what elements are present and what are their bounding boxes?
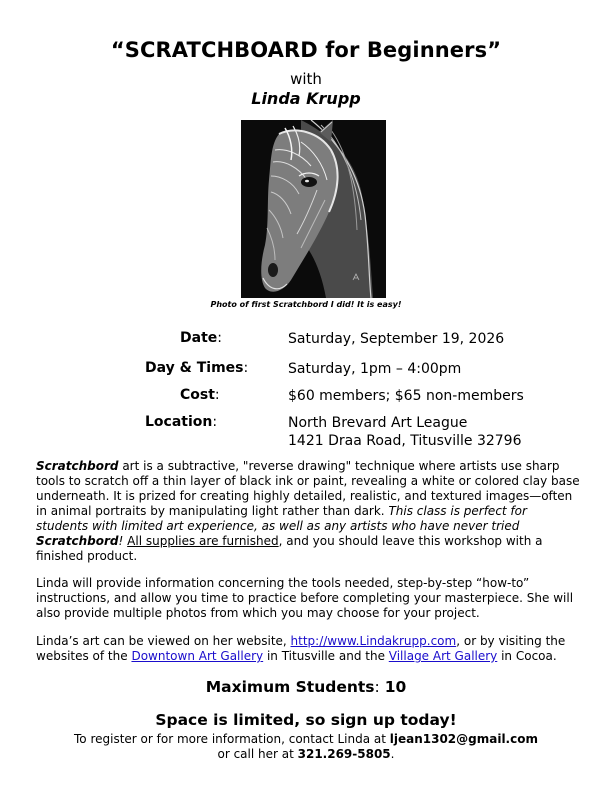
description-text: art is a subtractive, "reverse drawing" technique where artists use sharp tools to scratch off a thin layer of black ink or paint, revealing a white or colored clay base underneath. It is prized for creating highly detailed, realistic, and textured images—often in animal portraits by manipulating light rather than dark. [36, 459, 580, 518]
times-label: Day & Times: [145, 360, 249, 376]
max-colon: : [374, 678, 385, 696]
location-label: Location: [145, 414, 218, 430]
date-label: Date: [180, 330, 222, 346]
times-value: Saturday, 1pm – 4:00pm [288, 361, 462, 377]
gallery-text-4: in Cocoa. [497, 649, 557, 663]
flyer-title: “SCRATCHBOARD for Beginners” [110, 38, 502, 62]
website-link[interactable]: http://www.Lindakrupp.com [290, 634, 457, 648]
with-text: with [290, 70, 322, 88]
max-students [0, 678, 612, 696]
outcome-text: , and you should leave this workshop with a finished product. [36, 534, 543, 563]
date-value: Saturday, September 19, 2026 [288, 331, 505, 347]
registration-info [0, 732, 612, 762]
horse-illustration [241, 120, 386, 298]
gallery-text-1: Linda’s art can be viewed on her website, [36, 634, 291, 648]
audience-text: This class is perfect for students with limited art experience, as well as any artists who have never tried [36, 504, 527, 533]
downtown-gallery-link[interactable]: Downtown Art Gallery [131, 649, 264, 663]
gallery-text-3: in Titusville and the [263, 649, 389, 663]
scratchbord-term: Scratchbord [36, 459, 119, 473]
gallery-text-2: , or by visiting the websites of the [36, 634, 566, 663]
location-value [288, 414, 521, 450]
period: . [390, 747, 395, 761]
photo-caption: Photo of first Scratchbord I did! It is easy! [210, 300, 402, 309]
gallery-paragraph [36, 634, 581, 664]
exclamation: ! [118, 534, 124, 548]
contact-email: ljean1302@gmail.com [389, 732, 538, 746]
call-text: or call her at [217, 747, 298, 761]
max-students-value: 10 [384, 678, 407, 696]
signup-banner: Space is limited, so sign up today! [155, 711, 457, 729]
max-students-label: Maximum Students [205, 678, 375, 696]
village-gallery-link[interactable]: Village Art Gallery [388, 649, 498, 663]
cost-label: Cost: [180, 387, 220, 403]
instruction-paragraph: Linda will provide information concerning the tools needed, step-by-step “how-to” instructions, and allow you time to practice before completing your masterpiece. She will also provide multiple photos from which you may choose for your project. [36, 576, 574, 620]
register-text: To register or for more information, contact Linda at [74, 732, 390, 746]
cost-value: $60 members; $65 non-members [288, 388, 524, 404]
location-line2: 1421 Draa Road, Titusville 32796 [288, 433, 522, 449]
instructor-name: Linda Krupp [251, 89, 361, 108]
horse-scratchboard-image [241, 120, 386, 298]
location-line1: North Brevard Art League [288, 415, 468, 431]
scratchbord-term-2: Scratchbord [36, 534, 119, 548]
description-paragraph [36, 459, 581, 564]
supplies-note: All supplies are furnished [127, 534, 279, 548]
contact-phone: 321.269-5805 [297, 747, 391, 761]
